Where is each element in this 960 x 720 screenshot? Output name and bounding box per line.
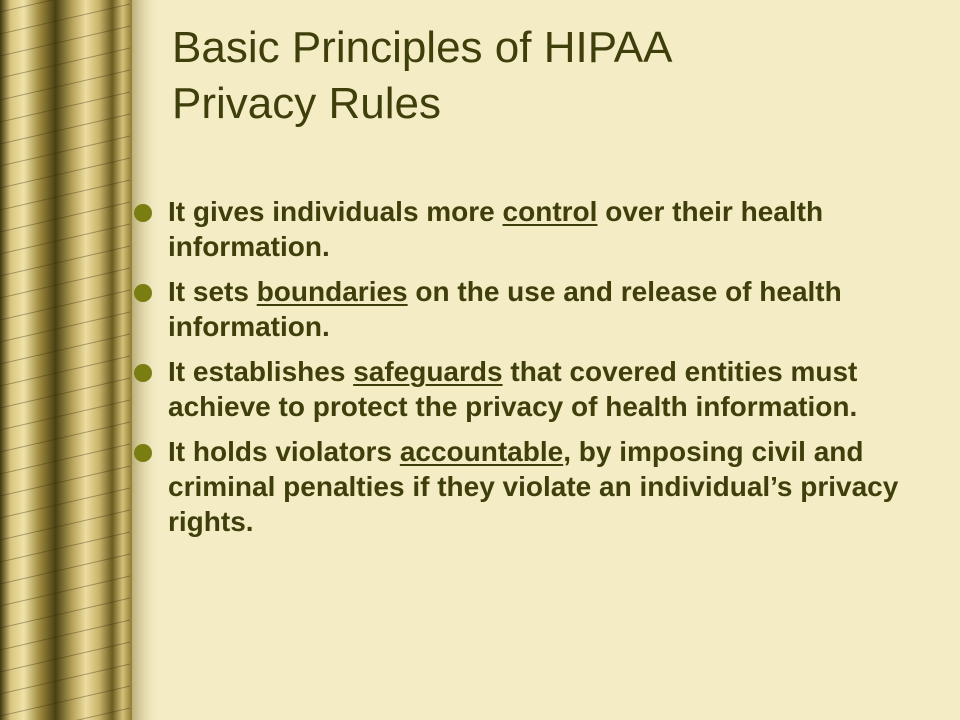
bullet-emphasis: accountable (399, 436, 564, 467)
slide-title-line-2: Privacy Rules (172, 79, 441, 128)
bullet-dot-icon (134, 364, 152, 382)
bullet-text-before: It establishes (168, 356, 354, 387)
bullet-text-after: that covered entities must achieve to protect the privacy of health information. (168, 356, 858, 422)
bullet-item-safeguards (134, 354, 949, 424)
bullet-dot-icon (134, 444, 152, 462)
bullet-emphasis: safeguards (353, 356, 503, 387)
bullet-dot-icon (134, 284, 152, 302)
bullet-text-after: over their health information. (168, 196, 824, 262)
bullet-text-after: on the use and release of health information. (168, 276, 842, 342)
bullet-dot-icon (134, 204, 152, 222)
bullet-item-boundaries (134, 274, 949, 344)
bullet-text-before: It gives individuals more (168, 196, 503, 227)
bullet-emphasis: control (502, 196, 598, 227)
bullet-item-accountable (134, 434, 949, 539)
bullet-text-before: It holds violators (168, 436, 400, 467)
bullet-text-before: It sets (168, 276, 257, 307)
bullet-text-after: , by imposing civil and criminal penalties if they violate an individual’s privacy rights. (168, 436, 899, 537)
slide-title-line-1: Basic Principles of HIPAA (172, 23, 673, 72)
bullet-item-control (134, 194, 949, 264)
bullet-emphasis: boundaries (256, 276, 408, 307)
slide-title (172, 20, 932, 132)
bullet-list (134, 194, 949, 549)
